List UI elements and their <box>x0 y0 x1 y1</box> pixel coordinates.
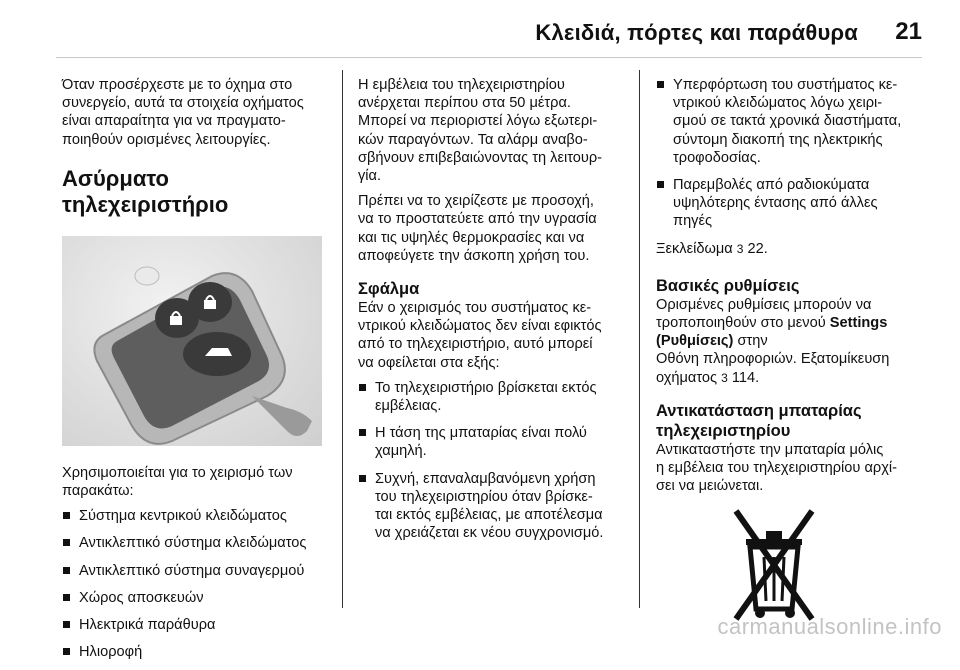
text-line: ποιηθούν ορισμένες λειτουργίες. <box>62 131 271 148</box>
text-line: Συχνή, επαναλαμβανόμενη χρήση <box>375 470 596 487</box>
personalization-reference[interactable] <box>656 369 926 387</box>
text-line: Υπερφόρτωση του συστήματος κε- <box>673 77 898 93</box>
settings-menu-label: Settings <box>829 315 888 332</box>
text-line: ντρικού κλειδώματος λόγω χειρι- <box>673 95 883 112</box>
text-line: Παρεμβολές από ραδιοκύματα <box>673 177 870 194</box>
reference-page: 22. <box>747 240 768 257</box>
text-line <box>656 314 926 332</box>
range-paragraph <box>358 76 628 185</box>
feature-list <box>62 507 328 661</box>
list-item: Χώρος αποσκευών <box>62 589 328 607</box>
settings-menu-label-greek: (Ρυθμίσεις) <box>656 333 734 350</box>
text-line: Το τηλεχειριστήριο βρίσκεται εκτός <box>375 379 597 396</box>
text-line: γία. <box>358 168 382 185</box>
text-line: υψηλότερης έντασης από άλλες <box>673 195 878 212</box>
text-line: να το προστατεύετε από την υγρασία <box>358 211 597 228</box>
text-line: παρακάτω: <box>62 483 134 500</box>
text-line: Μπορεί να περιοριστεί λόγω εξωτερι- <box>358 113 598 130</box>
reference-page: 114. <box>731 369 760 386</box>
text-line: ανέρχεται περίπου στα 50 μέτρα. <box>358 95 571 112</box>
text-span: στην <box>737 333 768 350</box>
reference-label: Ξεκλείδωμα <box>656 240 733 257</box>
remote-key-image <box>62 236 322 446</box>
text-line: είναι απαραίτητα για να πραγματο- <box>62 113 286 130</box>
text-line: σβήνουν επιβεβαιώνοντας τη λειτουρ- <box>358 149 603 166</box>
list-item: Αντικλεπτικό σύστημα συναγερμού <box>62 562 328 580</box>
fault-paragraph <box>358 299 628 372</box>
column-divider-left <box>342 70 343 608</box>
text-line: να οφείλεται στα εξής: <box>358 354 500 371</box>
text-line: Η εμβέλεια του τηλεχειριστηρίου <box>358 77 565 93</box>
list-item <box>656 76 926 167</box>
page-arrow-icon: 3 <box>721 370 728 385</box>
text-line: από το τηλεχειριστήριο, αυτό μπορεί <box>358 336 593 353</box>
page-arrow-icon: 3 <box>736 241 744 256</box>
heading-battery-replacement <box>656 401 926 441</box>
text-line: Όταν προσέρχεστε με το όχημα στο <box>62 77 293 93</box>
intro-paragraph <box>62 76 328 149</box>
list-item: Αντικλεπτικό σύστημα κλειδώματος <box>62 534 328 552</box>
heading-line: τηλεχειριστηρίου <box>656 421 791 440</box>
text-line: σύντομη διακοπή της ηλεκτρικής <box>673 131 883 148</box>
text-span: τροποποιηθούν στο μενού <box>656 315 826 332</box>
heading-basic-settings: Βασικές ρυθμίσεις <box>656 276 800 295</box>
text-line: ται εκτός εμβέλειας, με αποτέλεσμα <box>375 507 603 524</box>
text-line: πηγές <box>673 213 713 230</box>
text-line: αποφεύγετε την άσκοπη χρήση του. <box>358 247 590 264</box>
text-line: να χρειάζεται εκ νέου συγχρονισμό. <box>375 525 604 542</box>
text-line: η εμβέλεια του τηλεχειριστηρίου αρχί- <box>656 460 897 477</box>
list-item: Ηλεκτρικά παράθυρα <box>62 616 328 634</box>
text-line: σμού σε τακτά χρονικά διαστήματα, <box>673 113 902 130</box>
page-number: 21 <box>895 18 922 45</box>
column-1 <box>62 76 328 670</box>
header-divider <box>56 57 922 58</box>
column-3 <box>656 76 926 629</box>
text-line: συνεργείο, αυτά τα στοιχεία οχήματος <box>62 95 304 112</box>
heading-remote-control: Ασύρματο τηλεχειριστήριο <box>62 165 229 217</box>
text-line: του τηλεχειριστηρίου όταν βρίσκε- <box>375 488 593 505</box>
usage-paragraph <box>62 464 328 500</box>
care-paragraph <box>358 192 628 265</box>
text-line: και τις υψηλές θερμοκρασίες και να <box>358 229 585 246</box>
text-line: Ορισμένες ρυθμίσεις μπορούν να <box>656 296 872 313</box>
list-item: Σύστημα κεντρικού κλειδώματος <box>62 507 328 525</box>
text-span: οχήματος <box>656 369 718 386</box>
list-item: Ηλιοροφή <box>62 643 328 661</box>
text-line: Η τάση της μπαταρίας είναι πολύ <box>375 425 587 442</box>
list-item <box>358 424 628 460</box>
text-line: ντρικού κλειδώματος δεν είναι εφικτός <box>358 318 602 335</box>
text-line <box>656 332 926 350</box>
text-line: χαμηλή. <box>375 443 427 460</box>
text-line: σει να μειώνεται. <box>656 478 764 495</box>
settings-paragraph <box>656 296 926 387</box>
text-line: εμβέλειας. <box>375 398 442 415</box>
column-2 <box>358 76 628 551</box>
heading-fault: Σφάλμα <box>358 280 420 299</box>
fault-list-continued <box>656 76 926 231</box>
unlock-reference[interactable] <box>656 240 926 258</box>
heading-line: Αντικατάσταση μπαταρίας <box>656 401 862 420</box>
text-line: κών παραγόντων. Τα αλάρμ αναβο- <box>358 131 588 148</box>
text-line: Αντικαταστήστε την μπαταρία μόλις <box>656 441 884 458</box>
battery-paragraph <box>656 441 926 496</box>
text-line: Πρέπει να το χειρίζεστε με προσοχή, <box>358 193 594 210</box>
text-line: Οθόνη πληροφοριών. Εξατομίκευση <box>656 351 890 368</box>
column-divider-right <box>639 70 640 608</box>
text-line: Εάν ο χειρισμός του συστήματος κε- <box>358 300 592 317</box>
list-item <box>656 176 926 231</box>
section-title: Κλειδιά, πόρτες και παράθυρα <box>535 20 858 45</box>
list-item <box>358 470 628 543</box>
list-item <box>358 379 628 415</box>
watermark: carmanualsonline.info <box>717 614 942 639</box>
crossed-bin-icon <box>732 505 926 628</box>
text-line: τροφοδοσίας. <box>673 149 761 166</box>
fault-list <box>358 379 628 543</box>
text-line: Χρησιμοποιείται για το χειρισμό των <box>62 464 293 481</box>
